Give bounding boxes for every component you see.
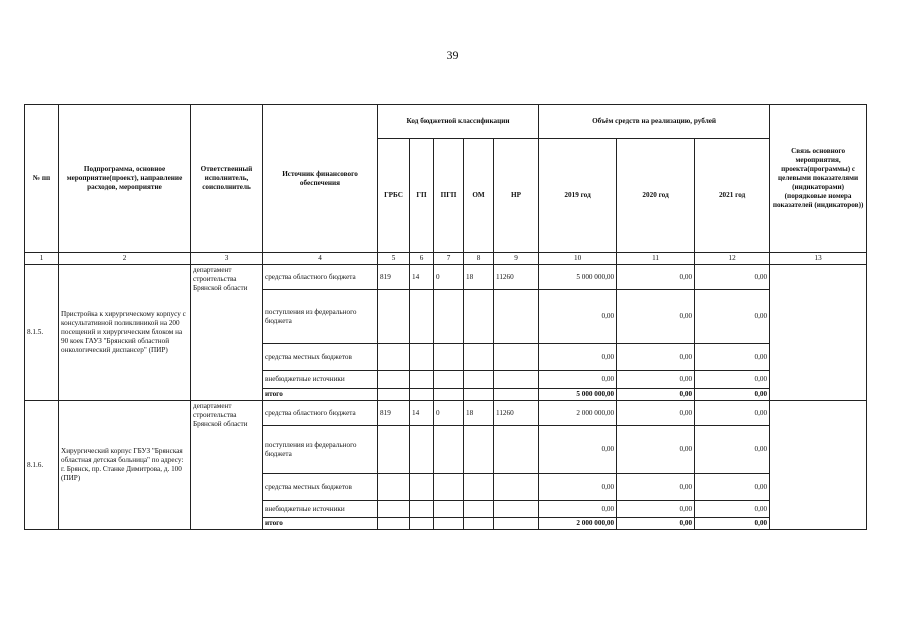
om-cell [464,474,494,501]
nr-cell [494,501,539,518]
header-source: Источник финансового обеспечения [263,105,378,253]
pgp-cell [434,290,464,344]
om-cell [464,501,494,518]
nr-cell [494,426,539,474]
column-number: 6 [410,253,434,265]
amount-2019: 0,00 [539,426,617,474]
gp-cell [410,389,434,401]
header-grbs: ГРБС [378,139,410,253]
header-pgp: ПГП [434,139,464,253]
header-amount: Объём средств на реализацию, рублей [539,105,770,139]
total-2020: 0,00 [617,518,695,530]
nr-cell [494,389,539,401]
header-num: № пп [25,105,59,253]
block-responsible: департамент строительства Брянской области [191,401,263,530]
pgp-cell [434,389,464,401]
source-cell: средства областного бюджета [263,401,378,426]
gp-cell [410,426,434,474]
column-number: 7 [434,253,464,265]
amount-2020: 0,00 [617,474,695,501]
block-number: 8.1.5. [25,265,59,401]
table-row [25,401,867,426]
grbs-cell: 819 [378,401,410,426]
total-2019: 5 000 000,00 [539,389,617,401]
nr-cell [494,371,539,389]
pgp-cell: 0 [434,265,464,290]
amount-2020: 0,00 [617,401,695,426]
source-cell: средства местных бюджетов [263,474,378,501]
nr-cell: 11260 [494,265,539,290]
gp-cell [410,371,434,389]
om-cell [464,371,494,389]
link-cell [770,265,867,401]
amount-2019: 0,00 [539,290,617,344]
amount-2021: 0,00 [695,265,770,290]
pgp-cell [434,474,464,501]
amount-2019: 0,00 [539,474,617,501]
column-number: 1 [25,253,59,265]
total-label: итого [263,389,378,401]
source-cell: средства областного бюджета [263,265,378,290]
header-2021: 2021 год [695,139,770,253]
nr-cell [494,474,539,501]
grbs-cell [378,426,410,474]
nr-cell [494,518,539,530]
column-number: 10 [539,253,617,265]
pgp-cell: 0 [434,401,464,426]
column-number: 13 [770,253,867,265]
amount-2019: 0,00 [539,344,617,371]
grbs-cell [378,518,410,530]
column-number: 3 [191,253,263,265]
amount-2020: 0,00 [617,501,695,518]
amount-2020: 0,00 [617,290,695,344]
header-2019: 2019 год [539,139,617,253]
header-gp: ГП [410,139,434,253]
amount-2019: 2 000 000,00 [539,401,617,426]
header-program: Подпрограмма, основное мероприятие(проект), направление расходов, мероприятие [59,105,191,253]
amount-2020: 0,00 [617,426,695,474]
budget-table [24,104,867,530]
amount-2021: 0,00 [695,474,770,501]
total-2020: 0,00 [617,389,695,401]
om-cell [464,344,494,371]
om-cell [464,389,494,401]
column-number: 9 [494,253,539,265]
nr-cell [494,290,539,344]
gp-cell: 14 [410,265,434,290]
header-nr: НР [494,139,539,253]
total-2021: 0,00 [695,389,770,401]
amount-2021: 0,00 [695,401,770,426]
block-responsible: департамент строительства Брянской области [191,265,263,401]
om-cell: 18 [464,401,494,426]
amount-2019: 0,00 [539,501,617,518]
amount-2021: 0,00 [695,344,770,371]
source-cell: поступления из федерального бюджета [263,426,378,474]
grbs-cell [378,389,410,401]
grbs-cell [378,344,410,371]
gp-cell [410,290,434,344]
grbs-cell [378,371,410,389]
header-2020: 2020 год [617,139,695,253]
header-responsible: Ответственный исполнитель, соисполнитель [191,105,263,253]
om-cell [464,290,494,344]
grbs-cell [378,474,410,501]
header-om: ОМ [464,139,494,253]
amount-2021: 0,00 [695,501,770,518]
om-cell [464,518,494,530]
amount-2020: 0,00 [617,265,695,290]
pgp-cell [434,371,464,389]
grbs-cell [378,501,410,518]
gp-cell: 14 [410,401,434,426]
om-cell: 18 [464,265,494,290]
total-2019: 2 000 000,00 [539,518,617,530]
pgp-cell [434,501,464,518]
source-cell: внебюджетные источники [263,501,378,518]
column-number-row [25,253,867,265]
amount-2020: 0,00 [617,371,695,389]
source-cell: поступления из федерального бюджета [263,290,378,344]
pgp-cell [434,344,464,371]
source-cell: средства местных бюджетов [263,344,378,371]
column-number: 4 [263,253,378,265]
gp-cell [410,518,434,530]
block-program: Хирургический корпус ГБУЗ "Брянская областная детская больница" по адресу: г. Брянск, пр. Станке Димитрова, д. 100 (ПИР) [59,401,191,530]
grbs-cell [378,290,410,344]
amount-2021: 0,00 [695,426,770,474]
gp-cell [410,474,434,501]
nr-cell: 11260 [494,401,539,426]
column-number: 5 [378,253,410,265]
source-cell: внебюджетные источники [263,371,378,389]
amount-2019: 0,00 [539,371,617,389]
amount-2021: 0,00 [695,371,770,389]
nr-cell [494,344,539,371]
amount-2020: 0,00 [617,344,695,371]
gp-cell [410,344,434,371]
header-budget-code: Код бюджетной классификации [378,105,539,139]
table-row [25,265,867,290]
column-number: 8 [464,253,494,265]
pgp-cell [434,426,464,474]
total-label: итого [263,518,378,530]
link-cell [770,401,867,530]
column-number: 11 [617,253,695,265]
block-program: Пристройка к хирургическому корпусу с консультативной поликлиникой на 200 посещений и хирургическим блоком на 90 коек ГАУЗ "Брянский областной онкологический диспансер" (ПИР) [59,265,191,401]
column-number: 2 [59,253,191,265]
page-number: 39 [446,48,459,62]
total-2021: 0,00 [695,518,770,530]
block-number: 8.1.6. [25,401,59,530]
pgp-cell [434,518,464,530]
amount-2019: 5 000 000,00 [539,265,617,290]
amount-2021: 0,00 [695,290,770,344]
header-link: Связь основного мероприятия, проекта(программы) с целевыми показателями (индикаторами) (порядковые номера показателей (индикаторов)) [770,105,867,253]
om-cell [464,426,494,474]
grbs-cell: 819 [378,265,410,290]
gp-cell [410,501,434,518]
column-number: 12 [695,253,770,265]
